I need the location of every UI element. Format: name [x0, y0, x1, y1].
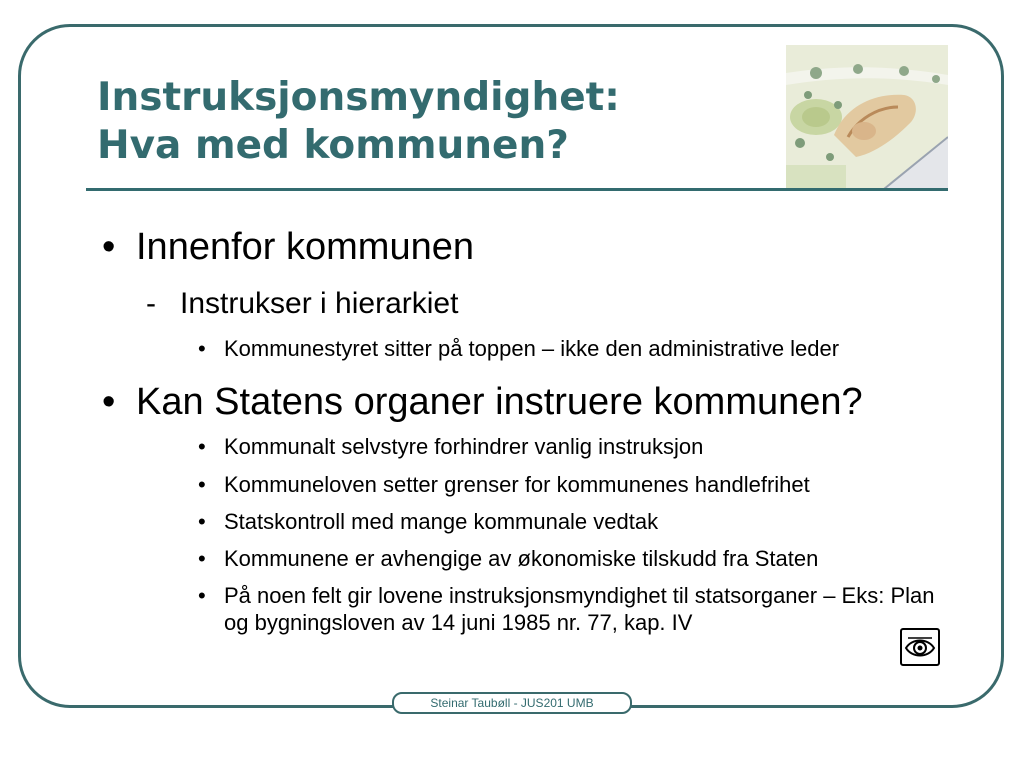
bullet-innenfor-kommunen	[102, 225, 474, 269]
bullet-kan-statens-organer	[102, 380, 863, 424]
bullet-marker: •	[198, 509, 206, 534]
site-plan-map-image	[786, 45, 948, 189]
list-item-text: Kommunene er avhengige av økonomiske tilskudd fra Staten	[224, 546, 819, 571]
title-line-2: Hva med kommunen?	[97, 123, 569, 168]
sub-sub-bullet-kommunestyret	[198, 335, 840, 362]
list-item	[198, 508, 659, 535]
footer-label: Steinar Taubøll - JUS201 UMB	[392, 692, 632, 714]
bullet-text: Innenfor kommunen	[136, 226, 474, 268]
list-item-text: Statskontroll med mange kommunale vedtak	[224, 509, 659, 534]
sub-bullet-text: Instrukser i hierarkiet	[180, 287, 459, 320]
list-item	[198, 433, 704, 460]
sub-sub-bullet-text: Kommunestyret sitter på toppen – ikke den administrative leder	[224, 336, 840, 361]
dash-marker: -	[146, 287, 156, 320]
sub-bullet-instrukser	[146, 286, 459, 322]
list-item	[198, 582, 944, 636]
list-item-text: Kommunalt selvstyre forhindrer vanlig instruksjon	[224, 434, 704, 459]
list-item	[198, 545, 819, 572]
title-underline	[86, 188, 948, 191]
eye-icon-graphic	[902, 630, 938, 664]
bullet-marker: •	[198, 434, 206, 459]
list-item	[198, 471, 810, 498]
eye-icon[interactable]	[900, 628, 940, 666]
list-item-text: På noen felt gir lovene instruksjonsmyndighet til statsorganer – Eks: Plan og bygningsloven av 14 juni 1985 nr. 77, kap. IV	[224, 583, 935, 635]
slide-title	[97, 74, 620, 170]
bullet-text: Kan Statens organer instruere kommunen?	[136, 381, 863, 423]
list-item-text: Kommuneloven setter grenser for kommunenes handlefrihet	[224, 472, 810, 497]
bullet-marker: •	[198, 583, 206, 608]
bullet-marker: •	[198, 336, 206, 361]
title-line-1: Instruksjonsmyndighet:	[97, 75, 620, 120]
bullet-marker: •	[102, 226, 116, 268]
bullet-marker: •	[102, 381, 116, 423]
bullet-marker: •	[198, 472, 206, 497]
bullet-marker: •	[198, 546, 206, 571]
